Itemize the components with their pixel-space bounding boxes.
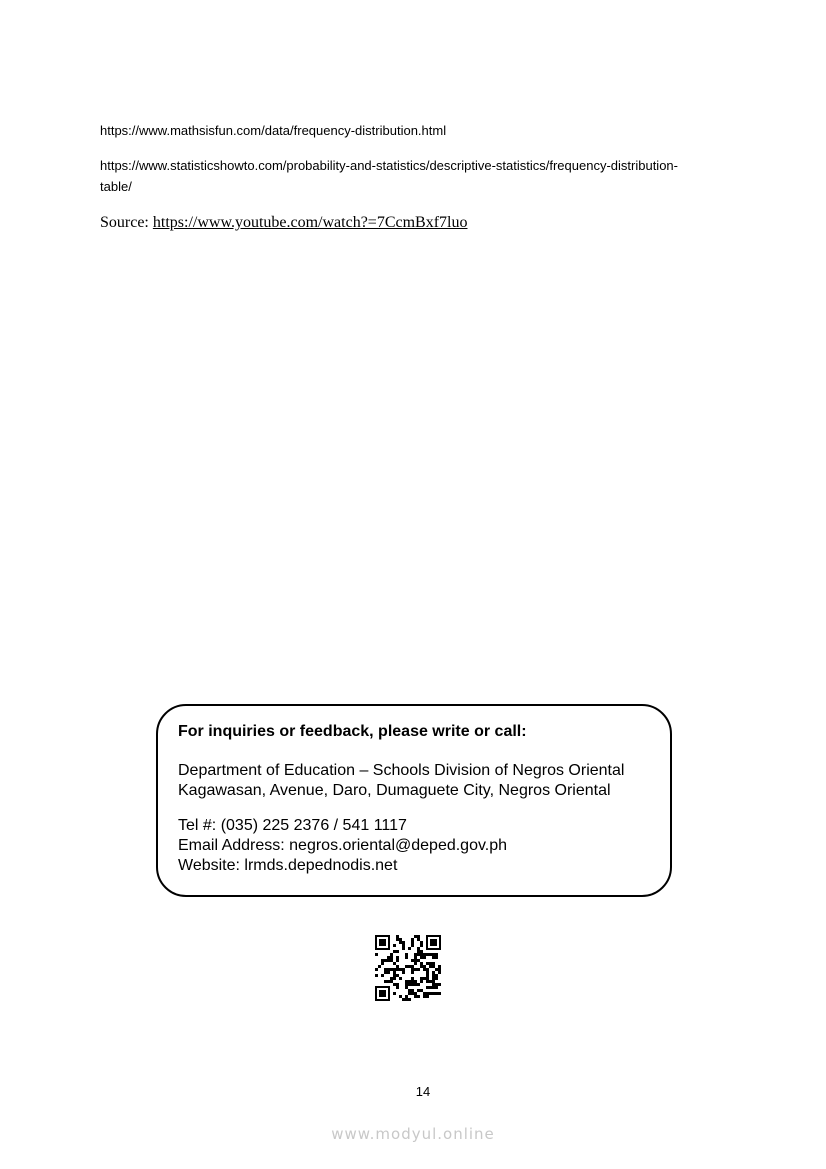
source-label: Source: — [100, 214, 149, 231]
telephone-line: Tel #: (035) 225 2376 / 541 1117 — [178, 817, 407, 834]
address-line-2: Kagawasan, Avenue, Daro, Dumaguete City, Negros Oriental — [178, 782, 611, 799]
qr-code-icon — [375, 935, 441, 1001]
feedback-heading: For inquiries or feedback, please write or call: — [178, 723, 527, 740]
feedback-contact-box — [156, 704, 672, 897]
website-line: Website: lrmds.depednodis.net — [178, 857, 398, 874]
watermark-text: www.modyul.online — [331, 1125, 495, 1143]
reference-link-mathsisfun[interactable]: https://www.mathsisfun.com/data/frequency-distribution.html — [100, 123, 447, 138]
source-youtube-link[interactable]: https://www.youtube.com/watch?=7CcmBxf7luo — [152, 214, 468, 231]
reference-link-statisticshowto[interactable]: https://www.statisticshowto.com/probability-and-statistics/descriptive-statistics/frequency-distribution-table/ — [100, 158, 678, 194]
address-line-1: Department of Education – Schools Division of Negros Oriental — [178, 762, 625, 779]
page-number: 14 — [415, 1084, 431, 1099]
source-line — [100, 212, 467, 234]
email-line: Email Address: negros.oriental@deped.gov.ph — [178, 837, 508, 854]
